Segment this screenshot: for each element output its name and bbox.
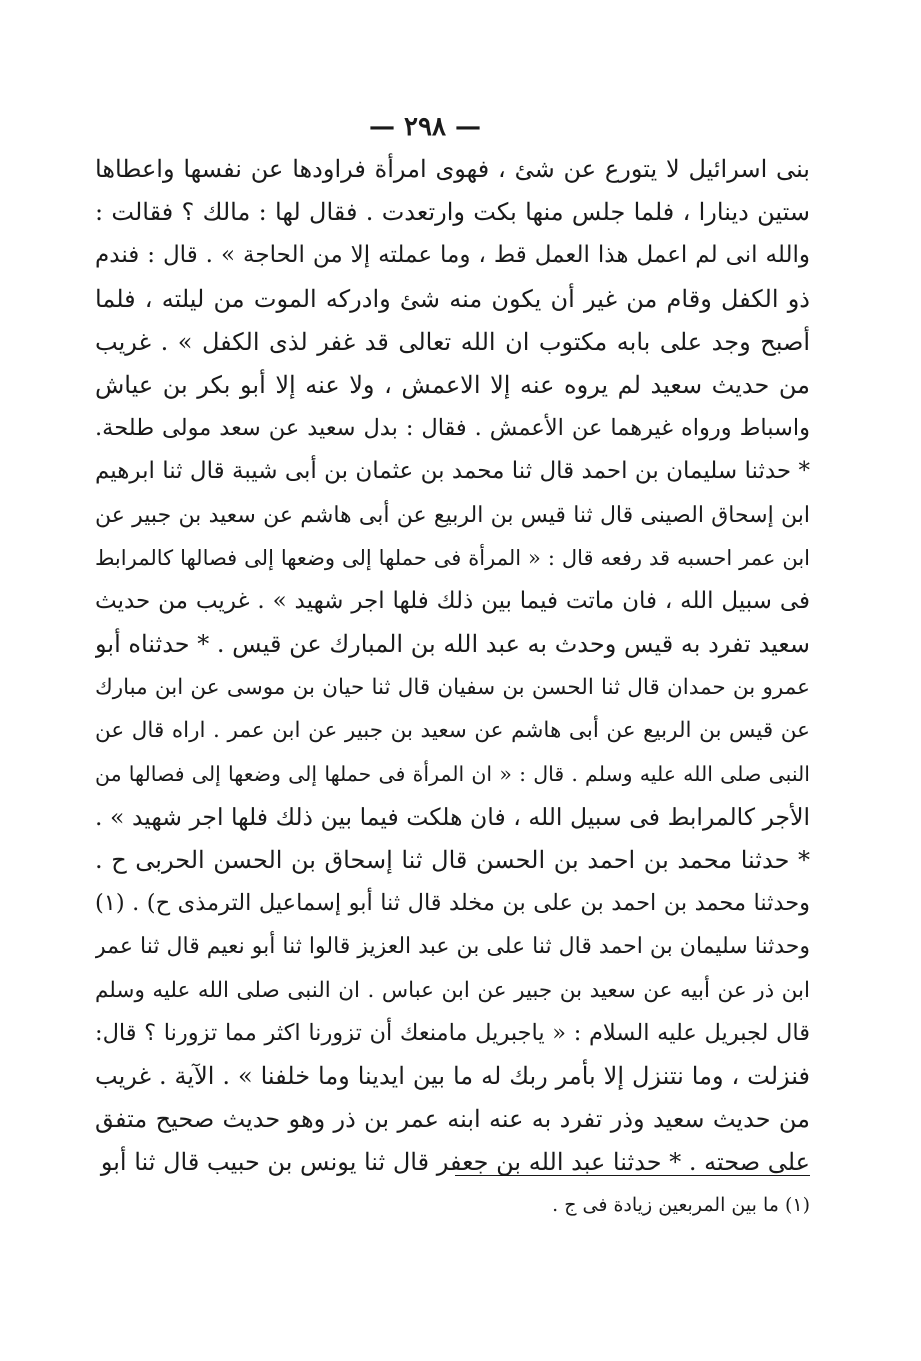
text-line: الأجر كالمرابط فى سبيل الله ، فان هلكت فيما بين ذلك فلها اجر شهيد » . xyxy=(95,802,810,831)
text-line: * حدثنا محمد بن احمد بن الحسن قال ثنا إسحاق بن الحسن الحربى ح . xyxy=(95,846,810,874)
footnote: (١) ما بين المربعين زيادة فى ج . xyxy=(552,1194,810,1216)
text-line: ستين دينارا ، فلما جلس منها بكت وارتعدت . فقال لها : مالك ؟ فقالت : xyxy=(95,198,810,227)
text-line: أصبح وجد على بابه مكتوب ان الله تعالى قد غفر لذى الكفل » . غريب xyxy=(95,327,810,356)
text-line: ابن ذر عن أبيه عن سعيد بن جبير عن ابن عباس . ان النبى صلى الله عليه وسلم xyxy=(95,977,810,1003)
text-line: النبى صلى الله عليه وسلم . قال : « ان المرأة فى حملها إلى وضعها إلى فصالها من xyxy=(95,761,810,786)
main-text xyxy=(95,148,810,1185)
text-line: * حدثنا سليمان بن احمد قال ثنا محمد بن عثمان بن أبى شيبة قال ثنا ابرهيم xyxy=(95,458,810,485)
text-line: من حديث سعيد وذر تفرد به عنه ابنه عمر بن ذر وهو حديث صحيح متفق xyxy=(95,1105,810,1134)
text-line: بنى اسرائيل لا يتورع عن شئ ، فهوى امرأة فراودها عن نفسها واعطاها xyxy=(95,155,810,183)
text-line: من حديث سعيد لم يروه عنه إلا الاعمش ، ولا عنه إلا أبو بكر بن عياش xyxy=(95,370,810,399)
text-line: وحدثنا محمد بن احمد بن على بن مخلد قال ثنا أبو إسماعيل الترمذى ح) . (١) xyxy=(95,890,810,917)
text-line: سعيد تفرد به قيس وحدث به عبد الله بن المبارك عن قيس . * حدثناه أبو xyxy=(95,630,810,659)
text-line: ابن إسحاق الصينى قال ثنا قيس بن الربيع عن أبى هاشم عن سعيد بن جبير عن xyxy=(95,502,810,528)
text-line: ابن عمر احسبه قد رفعه قال : « المرأة فى حملها إلى وضعها إلى فصالها كالمرابط xyxy=(95,545,810,570)
text-line: على صحته . * حدثنا عبد الله بن جعفر قال ثنا يونس بن حبيب قال ثنا أبو xyxy=(100,1148,810,1177)
footnote-divider xyxy=(455,1175,810,1176)
text-line: وحدثنا سليمان بن احمد قال ثنا على بن عبد العزيز قالوا ثنا أبو نعيم قال ثنا عمر xyxy=(95,934,810,960)
page-number: — ٢٩٨ — xyxy=(368,112,482,142)
text-line: واسباط ورواه غيرهما عن الأعمش . فقال : بدل سعيد عن سعد مولى طلحة. xyxy=(95,415,810,442)
text-line: قال لجبريل عليه السلام : « ياجبريل مامنعك أن تزورنا اكثر مما تزورنا ؟ قال: xyxy=(95,1019,810,1046)
text-line: ذو الكفل وقام من غير أن يكون منه شئ وادركه الموت من ليلته ، فلما xyxy=(95,284,810,313)
text-line: فى سبيل الله ، فان ماتت فيما بين ذلك فلها اجر شهيد » . غريب من حديث xyxy=(95,587,810,614)
text-line: عمرو بن حمدان قال ثنا الحسن بن سفيان قال ثنا حيان بن موسى عن ابن مبارك xyxy=(95,675,810,701)
text-line: فنزلت ، وما نتنزل إلا بأمر ربك له ما بين ايدينا وما خلفنا » . الآية . غريب xyxy=(95,1061,810,1090)
text-line: والله انى لم اعمل هذا العمل قط ، وما عملته إلا من الحاجة » . قال : فندم xyxy=(95,242,810,269)
text-line: عن قيس بن الربيع عن أبى هاشم عن سعيد بن جبير عن ابن عمر . اراه قال عن xyxy=(95,718,810,744)
